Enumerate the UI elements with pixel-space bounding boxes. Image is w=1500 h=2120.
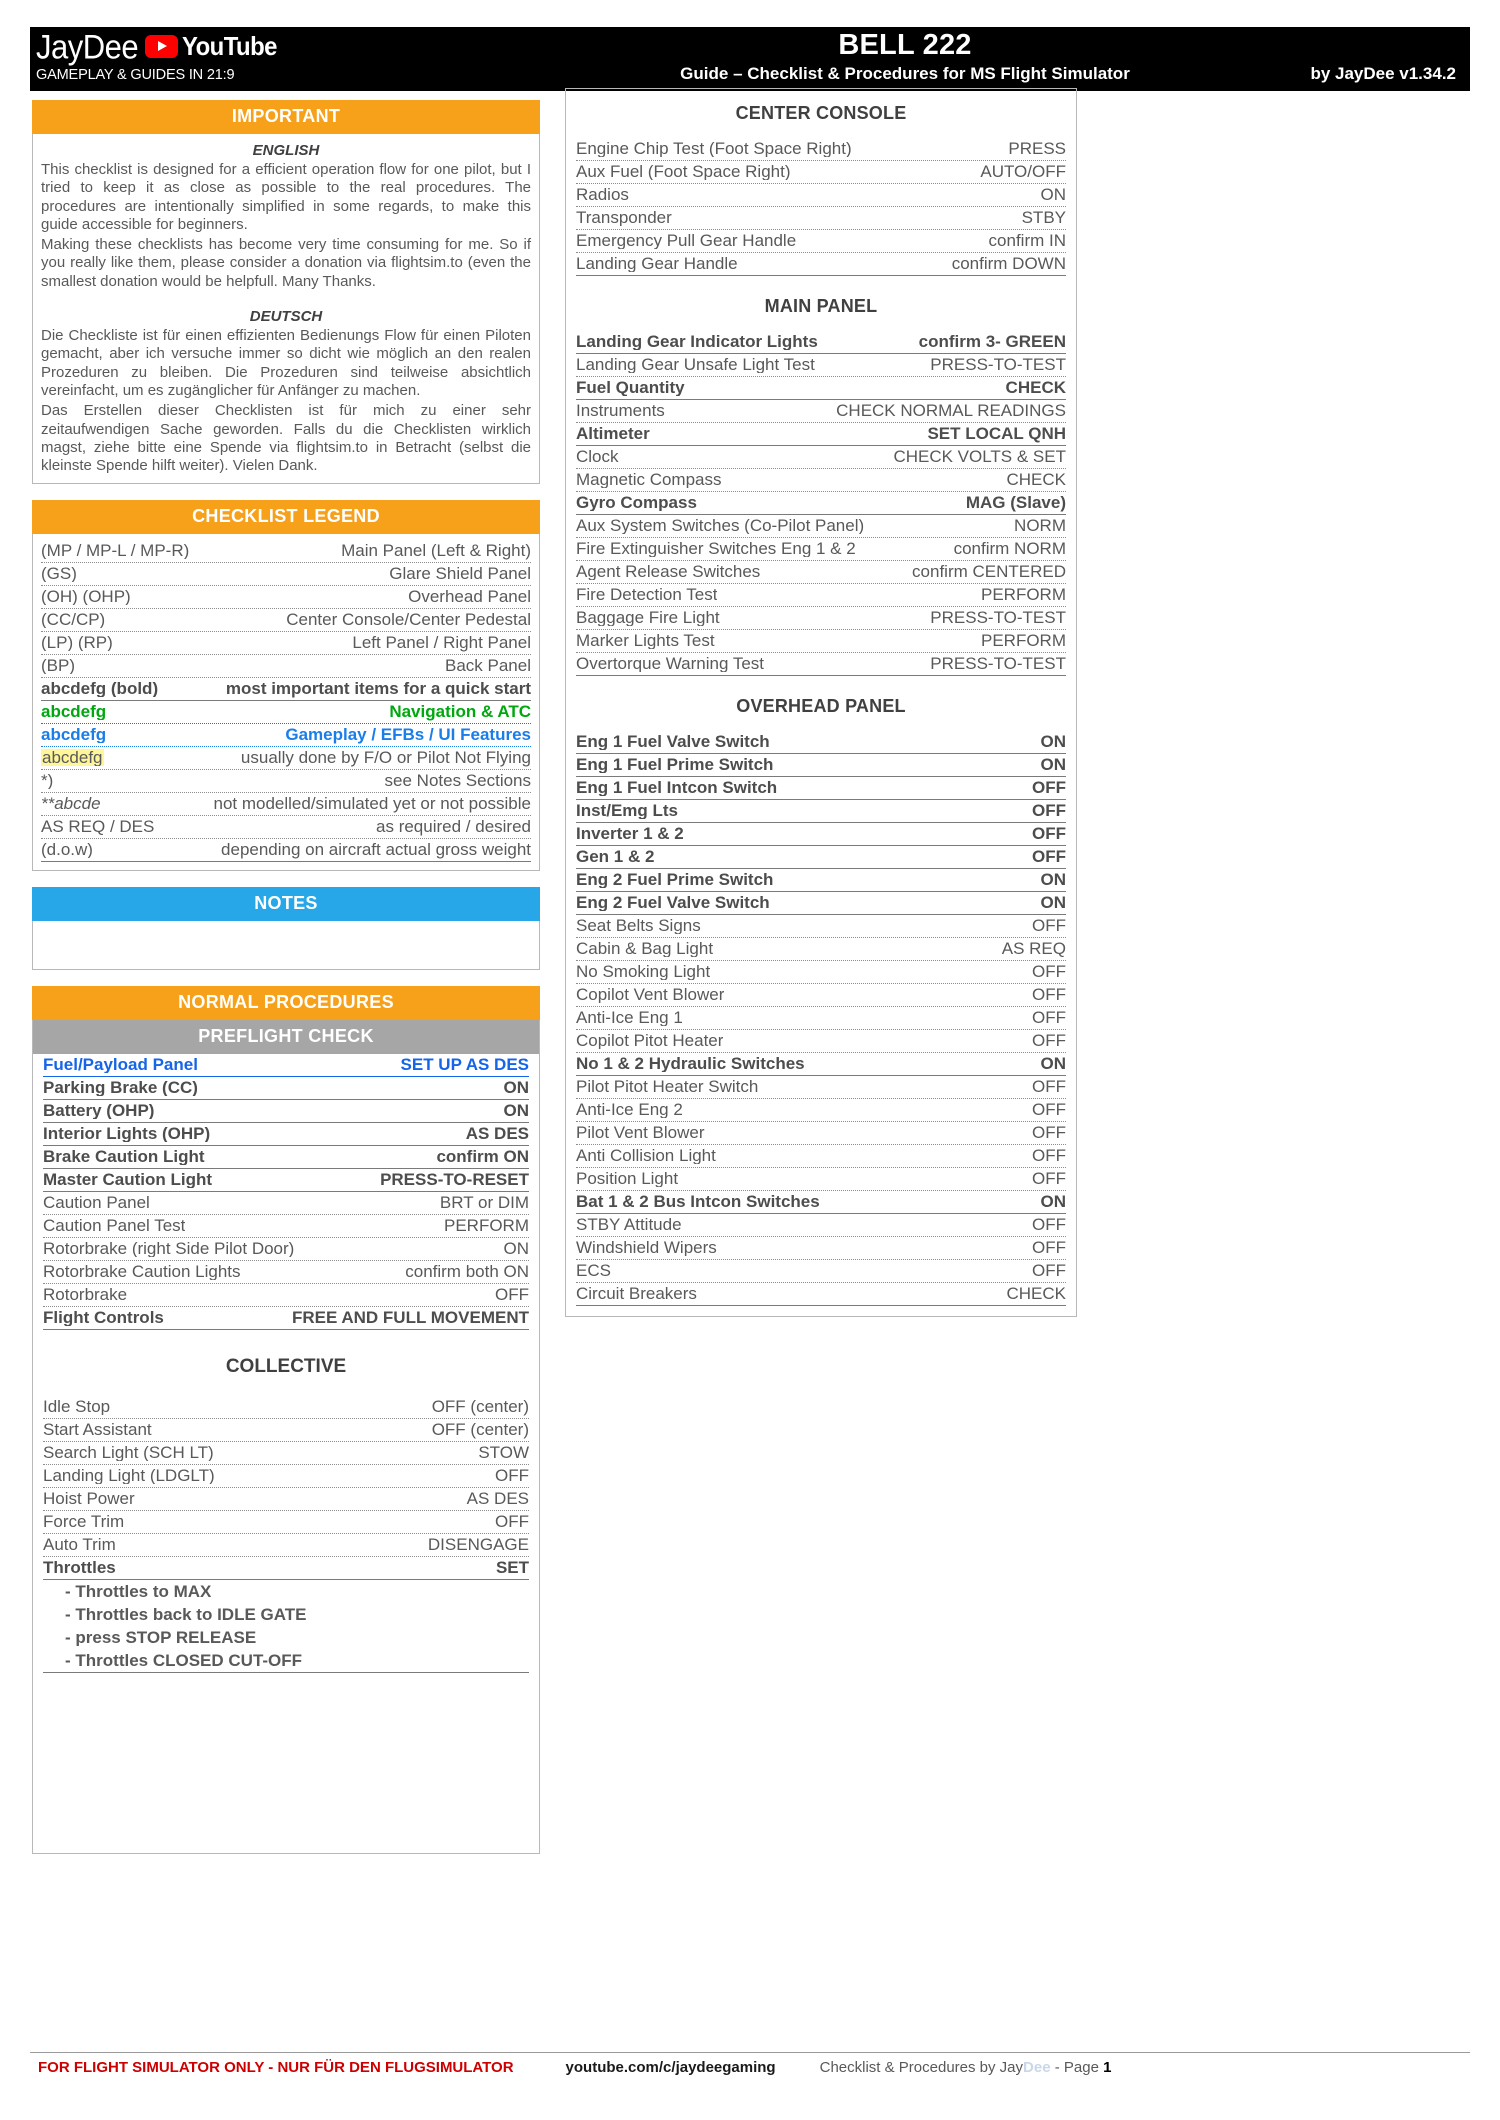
checklist-row-value: ON (1040, 732, 1066, 751)
checklist-row-label: Windshield Wipers (576, 1239, 717, 1256)
checklist-row-value: PRESS-TO-TEST (930, 608, 1066, 627)
right-column (565, 88, 1077, 1317)
checklist-row (41, 839, 531, 862)
checklist-row-label: Rotorbrake Caution Lights (43, 1263, 241, 1281)
checklist-row (576, 161, 1066, 184)
checklist-row-value: PERFORM (444, 1216, 529, 1236)
checklist-row (576, 207, 1066, 230)
normal-procedures-banner: NORMAL PROCEDURES (32, 986, 540, 1020)
checklist-row (43, 1307, 529, 1330)
checklist-row-label: Eng 1 Fuel Prime Switch (576, 756, 774, 773)
checklist-row-label: Magnetic Compass (576, 471, 722, 488)
checklist-row (43, 1238, 529, 1261)
checklist-row (576, 1007, 1066, 1030)
checklist-row (576, 1099, 1066, 1122)
checklist-row-value: CHECK (1006, 470, 1066, 489)
checklist-row (576, 230, 1066, 253)
brand-logo-row (36, 27, 340, 65)
checklist-row (576, 446, 1066, 469)
checklist-row-value: most important items for a quick start (225, 679, 531, 699)
legend-banner: CHECKLIST LEGEND (32, 500, 540, 534)
deutsch-paragraph-2: Das Erstellen dieser Checklisten ist für mich zu einer sehr zeitaufwendigen Sache geworden. Falls du die Checklisten wirklich magst, ziehe bitte eine Spende via flightsim.to in Betracht (selbst die kleinste Spende hilft weiter). Vielen Dank. (41, 402, 531, 475)
checklist-row (41, 678, 531, 701)
checklist-row (576, 1260, 1066, 1283)
checklist-row-value: CHECK (1006, 1284, 1066, 1303)
checklist-row (576, 469, 1066, 492)
legend-box (32, 534, 540, 871)
checklist-row (576, 515, 1066, 538)
checklist-row (576, 1237, 1066, 1260)
checklist-row-label: (BP) (41, 657, 75, 675)
checklist-row-value: AS DES (465, 1124, 529, 1144)
page-header (30, 27, 1470, 91)
important-box (32, 134, 540, 484)
checklist-row-value: ON (1040, 1192, 1066, 1211)
overhead-panel-title: OVERHEAD PANEL (736, 696, 906, 716)
checklist-row-label: abcdefg (42, 749, 103, 767)
page-subtitle: Guide – Checklist & Procedures for MS Flight Simulator (680, 64, 1130, 84)
checklist-row-label: Caution Panel (43, 1194, 150, 1212)
checklist-row-value: OFF (1032, 1215, 1066, 1234)
checklist-row-label: Landing Light (LDGLT) (43, 1467, 215, 1485)
checklist-row (43, 1192, 529, 1215)
checklist-row-value: OFF (1032, 778, 1066, 797)
checklist-row-label: abcdefg (41, 703, 107, 721)
checklist-row-label: abcdefg (41, 726, 107, 744)
checklist-row-value: Glare Shield Panel (389, 564, 531, 584)
collective-sub-row-label: - press STOP RELEASE (65, 1629, 257, 1647)
checklist-row (41, 701, 531, 724)
checklist-row-value: ON (503, 1239, 529, 1259)
checklist-row-label: Eng 2 Fuel Valve Switch (576, 894, 770, 911)
checklist-row-value: ON (1040, 1054, 1066, 1073)
checklist-row (43, 1488, 529, 1511)
checklist-row-label: Landing Gear Unsafe Light Test (576, 356, 815, 373)
collective-sub-row (43, 1580, 529, 1603)
version-label: by JayDee v1.34.2 (1310, 64, 1456, 83)
checklist-row-label: Fuel Quantity (576, 379, 685, 396)
collective-sub-row (43, 1626, 529, 1649)
checklist-row-value: ON (1040, 185, 1066, 204)
checklist-row-value: Main Panel (Left & Right) (341, 541, 531, 561)
checklist-row-value: Navigation & ATC (389, 702, 531, 722)
checklist-row-label: Circuit Breakers (576, 1285, 697, 1302)
checklist-row-label: (GS) (41, 565, 77, 583)
notes-box (32, 921, 540, 970)
checklist-row (43, 1169, 529, 1192)
checklist-row (576, 1030, 1066, 1053)
checklist-row-label: Fire Detection Test (576, 586, 718, 603)
youtube-wordmark: YouTube (182, 30, 278, 61)
checklist-row-value: OFF (1032, 1008, 1066, 1027)
checklist-row-label: *) (41, 772, 54, 790)
checklist-row (43, 1215, 529, 1238)
checklist-row-label: Seat Belts Signs (576, 917, 701, 934)
brand-tagline: GAMEPLAY & GUIDES IN 21:9 (36, 66, 235, 83)
checklist-row-label: Anti-Ice Eng 1 (576, 1009, 683, 1026)
center-console-title: CENTER CONSOLE (735, 103, 907, 123)
checklist-row-label: Search Light (SCH LT) (43, 1444, 214, 1462)
checklist-row (576, 1191, 1066, 1214)
preflight-banner: PREFLIGHT CHECK (33, 1020, 539, 1054)
checklist-row (43, 1465, 529, 1488)
checklist-row (576, 1283, 1066, 1306)
header-titles (340, 27, 1470, 91)
checklist-row (576, 1122, 1066, 1145)
checklist-row (41, 655, 531, 678)
checklist-row (576, 377, 1066, 400)
checklist-row-label: Master Caution Light (43, 1171, 213, 1189)
checklist-row-label: Transponder (576, 209, 672, 226)
checklist-row-label: Battery (OHP) (43, 1102, 155, 1120)
checklist-row (576, 846, 1066, 869)
page-footer (30, 2052, 1470, 2076)
checklist-row-label: Aux Fuel (Foot Space Right) (576, 163, 791, 180)
checklist-row (576, 915, 1066, 938)
footer-watermark: Dee (1023, 2059, 1051, 2076)
checklist-row (576, 584, 1066, 607)
checklist-row (576, 892, 1066, 915)
checklist-row-label: Fuel/Payload Panel (43, 1056, 198, 1074)
checklist-row-value: NORM (1014, 516, 1066, 535)
deutsch-paragraph-1: Die Checkliste ist für einen effizienten Bedienungs Flow für einen Piloten gemacht, aber ich versuche immer so dicht wie möglich an den realen Prozeduren zu bleiben. Die Prozeduren sind teilweise absichtlich vereinfacht, um es zugänglicher für Anfänger zu machen. (41, 327, 531, 399)
checklist-row (576, 423, 1066, 446)
checklist-row-label: Landing Gear Indicator Lights (576, 333, 818, 350)
checklist-row-label: Engine Chip Test (Foot Space Right) (576, 140, 852, 157)
checklist-row-value: PRESS-TO-TEST (930, 654, 1066, 673)
footer-channel[interactable]: youtube.com/c/jaydeegaming (565, 2059, 776, 2076)
checklist-row-label: Rotorbrake (43, 1286, 128, 1304)
checklist-row-label: Cabin & Bag Light (576, 940, 714, 957)
footer-disclaimer: FOR FLIGHT SIMULATOR ONLY - NUR FÜR DEN FLUGSIMULATOR (38, 2059, 514, 2076)
checklist-row-label: Auto Trim (43, 1536, 116, 1554)
checklist-row (41, 586, 531, 609)
checklist-row-value: OFF (1032, 1261, 1066, 1280)
checklist-row (43, 1100, 529, 1123)
checklist-row (41, 632, 531, 655)
checklist-row-value: ON (503, 1078, 529, 1098)
checklist-row (41, 609, 531, 632)
checklist-row (43, 1077, 529, 1100)
checklist-row-value: usually done by F/O or Pilot Not Flying (240, 748, 531, 768)
collective-sub-rows (43, 1580, 529, 1673)
checklist-row (576, 1053, 1066, 1076)
checklist-row-label: ECS (576, 1262, 611, 1279)
checklist-row (41, 724, 531, 747)
checklist-row-value: PRESS (1008, 139, 1066, 158)
checklist-row (41, 816, 531, 839)
checklist-row-value: Center Console/Center Pedestal (286, 610, 531, 630)
checklist-row-label: Start Assistant (43, 1421, 152, 1439)
main-panel-title: MAIN PANEL (764, 296, 878, 316)
youtube-logo (145, 31, 285, 62)
checklist-row-value: PERFORM (981, 585, 1066, 604)
checklist-row-value: OFF (1032, 1169, 1066, 1188)
checklist-row-label: Interior Lights (OHP) (43, 1125, 211, 1143)
checklist-row-label: Landing Gear Handle (576, 255, 738, 272)
checklist-row (576, 492, 1066, 515)
checklist-row-value: OFF (1032, 801, 1066, 820)
checklist-row-value: OFF (1032, 962, 1066, 981)
checklist-row-value: confirm both ON (405, 1262, 529, 1282)
checklist-row-value: OFF (495, 1466, 529, 1486)
checklist-row-value: SET LOCAL QNH (927, 424, 1066, 443)
checklist-row-value: OFF (1032, 1146, 1066, 1165)
checklist-row-label: Marker Lights Test (576, 632, 715, 649)
checklist-row-value: OFF (495, 1512, 529, 1532)
checklist-row-value: OFF (1032, 1031, 1066, 1050)
checklist-row (576, 777, 1066, 800)
checklist-row-label: Force Trim (43, 1513, 125, 1531)
footer-credit-suffix: - Page (1050, 2059, 1104, 2076)
checklist-row-value: OFF (1032, 1123, 1066, 1142)
checklist-row-label: Eng 2 Fuel Prime Switch (576, 871, 774, 888)
checklist-row-value: OFF (center) (431, 1397, 529, 1417)
checklist-row-value: ON (503, 1101, 529, 1121)
checklist-row (576, 869, 1066, 892)
checklist-row-label: Clock (576, 448, 619, 465)
checklist-row-label: Fire Extinguisher Switches Eng 1 & 2 (576, 540, 856, 557)
brand-name: JayDee (36, 26, 139, 66)
checklist-row-label: Inst/Emg Lts (576, 802, 679, 819)
checklist-row (576, 823, 1066, 846)
checklist-row (576, 138, 1066, 161)
checklist-row (576, 1214, 1066, 1237)
checklist-row (576, 400, 1066, 423)
checklist-row-label: No Smoking Light (576, 963, 711, 980)
english-heading: ENGLISH (252, 142, 320, 159)
checklist-row (43, 1396, 529, 1419)
checklist-row-label: Overtorque Warning Test (576, 655, 765, 672)
checklist-row-label: Eng 1 Fuel Valve Switch (576, 733, 770, 750)
checklist-row-label: Gyro Compass (576, 494, 697, 511)
checklist-row (576, 607, 1066, 630)
checklist-row-value: not modelled/simulated yet or not possible (213, 794, 531, 814)
checklist-row-value: see Notes Sections (384, 771, 531, 791)
checklist-row (576, 984, 1066, 1007)
checklist-row-label: (LP) (RP) (41, 634, 113, 652)
checklist-row-value: OFF (1032, 1077, 1066, 1096)
notes-banner: NOTES (32, 887, 540, 921)
checklist-row (41, 770, 531, 793)
checklist-row-label: Copilot Pitot Heater (576, 1032, 724, 1049)
collective-sub-row-label: - Throttles to MAX (65, 1583, 212, 1601)
footer-credit (820, 2059, 1112, 2076)
checklist-row-value: Back Panel (445, 656, 531, 676)
checklist-row-value: STOW (478, 1443, 529, 1463)
checklist-row-label: Throttles (43, 1559, 116, 1577)
checklist-row-value: OFF (1032, 985, 1066, 1004)
checklist-row (576, 938, 1066, 961)
left-column (32, 100, 540, 1854)
checklist-row (576, 630, 1066, 653)
checklist-row (43, 1557, 529, 1580)
checklist-row-value: confirm ON (436, 1147, 529, 1167)
checklist-row (576, 331, 1066, 354)
checklist-row-label: Instruments (576, 402, 665, 419)
checklist-row-value: CHECK VOLTS & SET (893, 447, 1066, 466)
checklist-row-value: confirm DOWN (951, 254, 1066, 273)
checklist-row-label: **abcde (41, 795, 101, 813)
footer-credit-prefix: Checklist & Procedures by Jay (819, 2059, 1024, 2076)
checklist-row-label: Aux System Switches (Co-Pilot Panel) (576, 517, 865, 534)
checklist-row-label: Caution Panel Test (43, 1217, 186, 1235)
legend-rows (41, 540, 531, 862)
checklist-row-label: Copilot Vent Blower (576, 986, 725, 1003)
normal-procedures-box (32, 1020, 540, 1854)
checklist-row (43, 1261, 529, 1284)
checklist-row-label: Parking Brake (CC) (43, 1079, 198, 1097)
checklist-row-value: DISENGAGE (427, 1535, 529, 1555)
collective-title: COLLECTIVE (225, 1356, 347, 1378)
checklist-row-label: Anti-Ice Eng 2 (576, 1101, 683, 1118)
checklist-row-value: Gameplay / EFBs / UI Features (285, 725, 531, 745)
checklist-row-label: Emergency Pull Gear Handle (576, 232, 797, 249)
checklist-row-value: SET (495, 1558, 529, 1578)
checklist-row-label: Gen 1 & 2 (576, 848, 655, 865)
checklist-row (43, 1534, 529, 1557)
main-panel-rows (576, 331, 1066, 676)
checklist-row-value: PRESS-TO-TEST (930, 355, 1066, 374)
collective-sub-row (43, 1649, 529, 1673)
checklist-row (43, 1442, 529, 1465)
checklist-row (576, 961, 1066, 984)
checklist-row (43, 1284, 529, 1307)
checklist-row-value: depending on aircraft actual gross weight (221, 840, 531, 860)
collective-sub-row-label: - Throttles back to IDLE GATE (65, 1606, 307, 1624)
checklist-row (576, 754, 1066, 777)
checklist-row-value: PRESS-TO-RESET (380, 1170, 529, 1190)
checklist-row-value: confirm 3- GREEN (918, 332, 1066, 351)
checklist-row-label: Baggage Fire Light (576, 609, 720, 626)
checklist-row-label: (CC/CP) (41, 611, 106, 629)
checklist-row-label: Position Light (576, 1170, 679, 1187)
page-title: BELL 222 (838, 29, 972, 61)
checklist-row-value: ON (1040, 870, 1066, 889)
checklist-row-value: OFF (1032, 824, 1066, 843)
checklist-row-label: (MP / MP-L / MP-R) (41, 542, 190, 560)
checklist-row-label: Flight Controls (43, 1309, 164, 1327)
checklist-row-label: Pilot Vent Blower (576, 1124, 705, 1141)
preflight-content (33, 1054, 539, 1853)
checklist-row-label: AS REQ / DES (41, 818, 155, 836)
checklist-row-label: Idle Stop (43, 1398, 111, 1416)
deutsch-heading: DEUTSCH (249, 308, 323, 326)
center-console-rows (576, 138, 1066, 276)
checklist-row (43, 1511, 529, 1534)
checklist-row-value: AUTO/OFF (980, 162, 1066, 181)
checklist-row-value: confirm NORM (953, 539, 1066, 558)
checklist-row (576, 538, 1066, 561)
checklist-row (576, 1168, 1066, 1191)
right-panel-box (565, 88, 1077, 1317)
checklist-row-label: Inverter 1 & 2 (576, 825, 684, 842)
checklist-row-value: OFF (1032, 1100, 1066, 1119)
checklist-row (576, 253, 1066, 276)
checklist-row-label: Agent Release Switches (576, 563, 761, 580)
checklist-row-value: OFF (1032, 847, 1066, 866)
checklist-row-value: AS DES (466, 1489, 529, 1509)
checklist-row-value: SET UP AS DES (400, 1055, 529, 1075)
checklist-row (41, 747, 531, 770)
collective-sub-row (43, 1603, 529, 1626)
checklist-row-value: confirm IN (988, 231, 1066, 250)
checklist-row-value: confirm CENTERED (912, 562, 1066, 581)
checklist-row (43, 1419, 529, 1442)
checklist-row-value: as required / desired (376, 817, 531, 837)
brand-block (30, 27, 340, 91)
checklist-row-label: Brake Caution Light (43, 1148, 205, 1166)
checklist-row-value: OFF (495, 1285, 529, 1305)
important-banner: IMPORTANT (32, 100, 540, 134)
checklist-row (576, 731, 1066, 754)
checklist-row (576, 561, 1066, 584)
checklist-row (576, 1076, 1066, 1099)
checklist-row (43, 1123, 529, 1146)
collective-rows (43, 1396, 529, 1580)
checklist-row-value: PERFORM (981, 631, 1066, 650)
checklist-row-label: Rotorbrake (right Side Pilot Door) (43, 1240, 295, 1258)
checklist-row-label: STBY Attitude (576, 1216, 682, 1233)
checklist-row-label: Pilot Pitot Heater Switch (576, 1078, 759, 1095)
checklist-row (43, 1054, 529, 1077)
checklist-row-label: Radios (576, 186, 629, 203)
checklist-row-value: Left Panel / Right Panel (352, 633, 531, 653)
checklist-row-value: FREE AND FULL MOVEMENT (291, 1308, 529, 1328)
checklist-row-label: Altimeter (576, 425, 650, 442)
checklist-row (576, 800, 1066, 823)
checklist-row (576, 1145, 1066, 1168)
checklist-row (41, 563, 531, 586)
checklist-row (41, 540, 531, 563)
footer-page-number: 1 (1103, 2059, 1112, 2076)
checklist-row-label: Anti Collision Light (576, 1147, 716, 1164)
checklist-row-label: Hoist Power (43, 1490, 135, 1508)
preflight-rows (43, 1054, 529, 1330)
checklist-row-value: BRT or DIM (439, 1193, 529, 1213)
checklist-row-value: ON (1040, 893, 1066, 912)
checklist-row-label: abcdefg (bold) (41, 680, 159, 698)
checklist-row-value: STBY (1021, 208, 1066, 227)
checklist-row-value: OFF (1032, 916, 1066, 935)
checklist-row-value: AS REQ (1001, 939, 1066, 958)
play-icon (145, 35, 178, 58)
checklist-row-value: Overhead Panel (408, 587, 531, 607)
checklist-row-value: CHECK (1005, 378, 1066, 397)
checklist-row-value: CHECK NORMAL READINGS (836, 401, 1066, 420)
checklist-row-label: (d.o.w) (41, 841, 93, 859)
checklist-row-label: Bat 1 & 2 Bus Intcon Switches (576, 1193, 820, 1210)
checklist-row (576, 184, 1066, 207)
checklist-row-label: No 1 & 2 Hydraulic Switches (576, 1055, 805, 1072)
checklist-row-value: OFF (center) (431, 1420, 529, 1440)
checklist-row (576, 653, 1066, 676)
english-paragraph-1: This checklist is designed for a efficient operation flow for one pilot, but I tried to keep it as close as possible to the real procedures. The procedures are intentionally simplified in some regards, to make this guide accessible for beginners. (41, 161, 531, 233)
checklist-row-label: (OH) (OHP) (41, 588, 131, 606)
checklist-row-value: OFF (1032, 1238, 1066, 1257)
checklist-row (576, 354, 1066, 377)
checklist-row-value: MAG (Slave) (965, 493, 1066, 512)
english-paragraph-2: Making these checklists has become very time consuming for me. So if you really like them, please consider a donation via flightsim.to (even the smallest donation would be helpfull. Many Thanks. (41, 236, 531, 290)
checklist-row-label: Eng 1 Fuel Intcon Switch (576, 779, 778, 796)
checklist-row-value: ON (1040, 755, 1066, 774)
collective-sub-row-label: - Throttles CLOSED CUT-OFF (65, 1652, 303, 1670)
overhead-panel-rows (576, 731, 1066, 1306)
checklist-row (43, 1146, 529, 1169)
checklist-row (41, 793, 531, 816)
